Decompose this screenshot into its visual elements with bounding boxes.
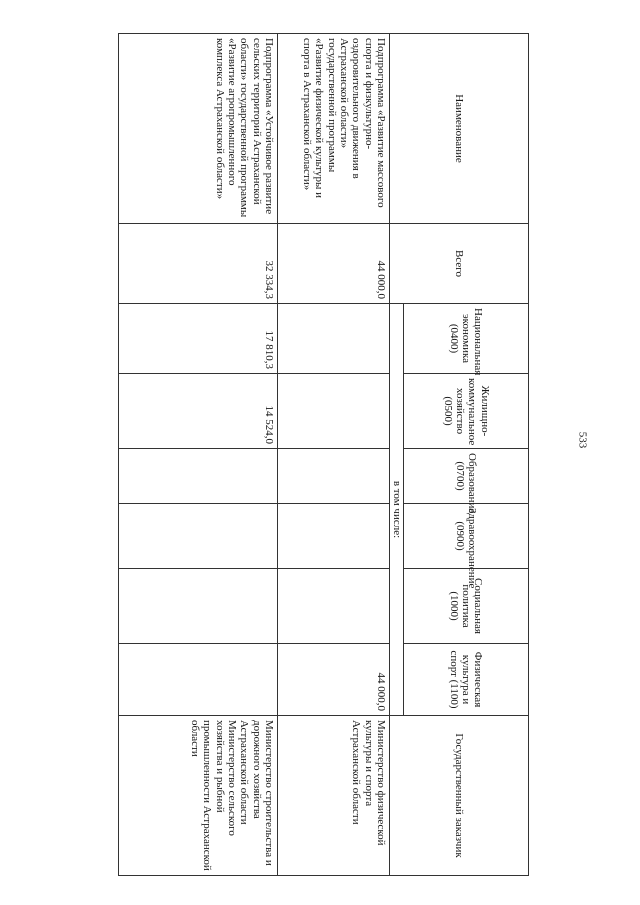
row-customer: Министерство строительства и дорожного хозяйства Астраханской области Министерство сельского хозяйства и рыбной промышленности Астраханской области	[119, 716, 278, 876]
budget-table	[118, 33, 529, 876]
row-value-0400: 17 810,3	[119, 304, 278, 374]
row-total: 44 000,0	[278, 224, 390, 304]
row-value-1100: 44 000,0	[278, 644, 390, 716]
row-value-0900	[119, 504, 278, 569]
row-value-1000	[119, 569, 278, 644]
header-category-0900: Здравоохранение (0900)	[404, 504, 529, 569]
row-total: 32 334,3	[119, 224, 278, 304]
row-value-0500	[278, 374, 390, 449]
row-value-0700	[278, 449, 390, 504]
header-category-0700: Образование (0700)	[404, 449, 529, 504]
budget-table-frame	[119, 33, 529, 875]
row-value-1100	[119, 644, 278, 716]
header-category-0400: Национальная экономика (0400)	[404, 304, 529, 374]
rotated-table-container	[119, 33, 529, 875]
table-header-row	[404, 34, 529, 876]
row-value-0400	[278, 304, 390, 374]
row-name: Подпрограмма «Устойчивое развитие сельских территорий Астраханской области» государственной программы «Развитие агропромышленного комплекса Астраханской области»	[119, 34, 278, 224]
row-value-1000	[278, 569, 390, 644]
page-number: 533	[576, 431, 588, 449]
header-category-0500: Жилищно-коммунальное хозяйство (0500)	[404, 374, 529, 449]
header-category-1000: Социальная политика (1000)	[404, 569, 529, 644]
header-total: Всего	[390, 224, 529, 304]
row-value-0700	[119, 449, 278, 504]
row-name: Подпрограмма «Развитие массового спорта и физкультурно-оздоровительного движения в Астраханской области» государственной программы «Развитие физической культуры и спорта в Астраханской области»	[278, 34, 390, 224]
row-customer: Министерство физической культуры и спорта Астраханской области	[278, 716, 390, 876]
header-including: в том числе:	[390, 304, 404, 716]
row-value-0500: 14 524,0	[119, 374, 278, 449]
header-name: Наименование	[390, 34, 529, 224]
table-row	[278, 34, 390, 876]
header-customer: Государственный заказчик	[390, 716, 529, 876]
header-category-1100: Физическая культура и спорт (1100)	[404, 644, 529, 716]
table-row	[119, 34, 278, 876]
row-value-0900	[278, 504, 390, 569]
